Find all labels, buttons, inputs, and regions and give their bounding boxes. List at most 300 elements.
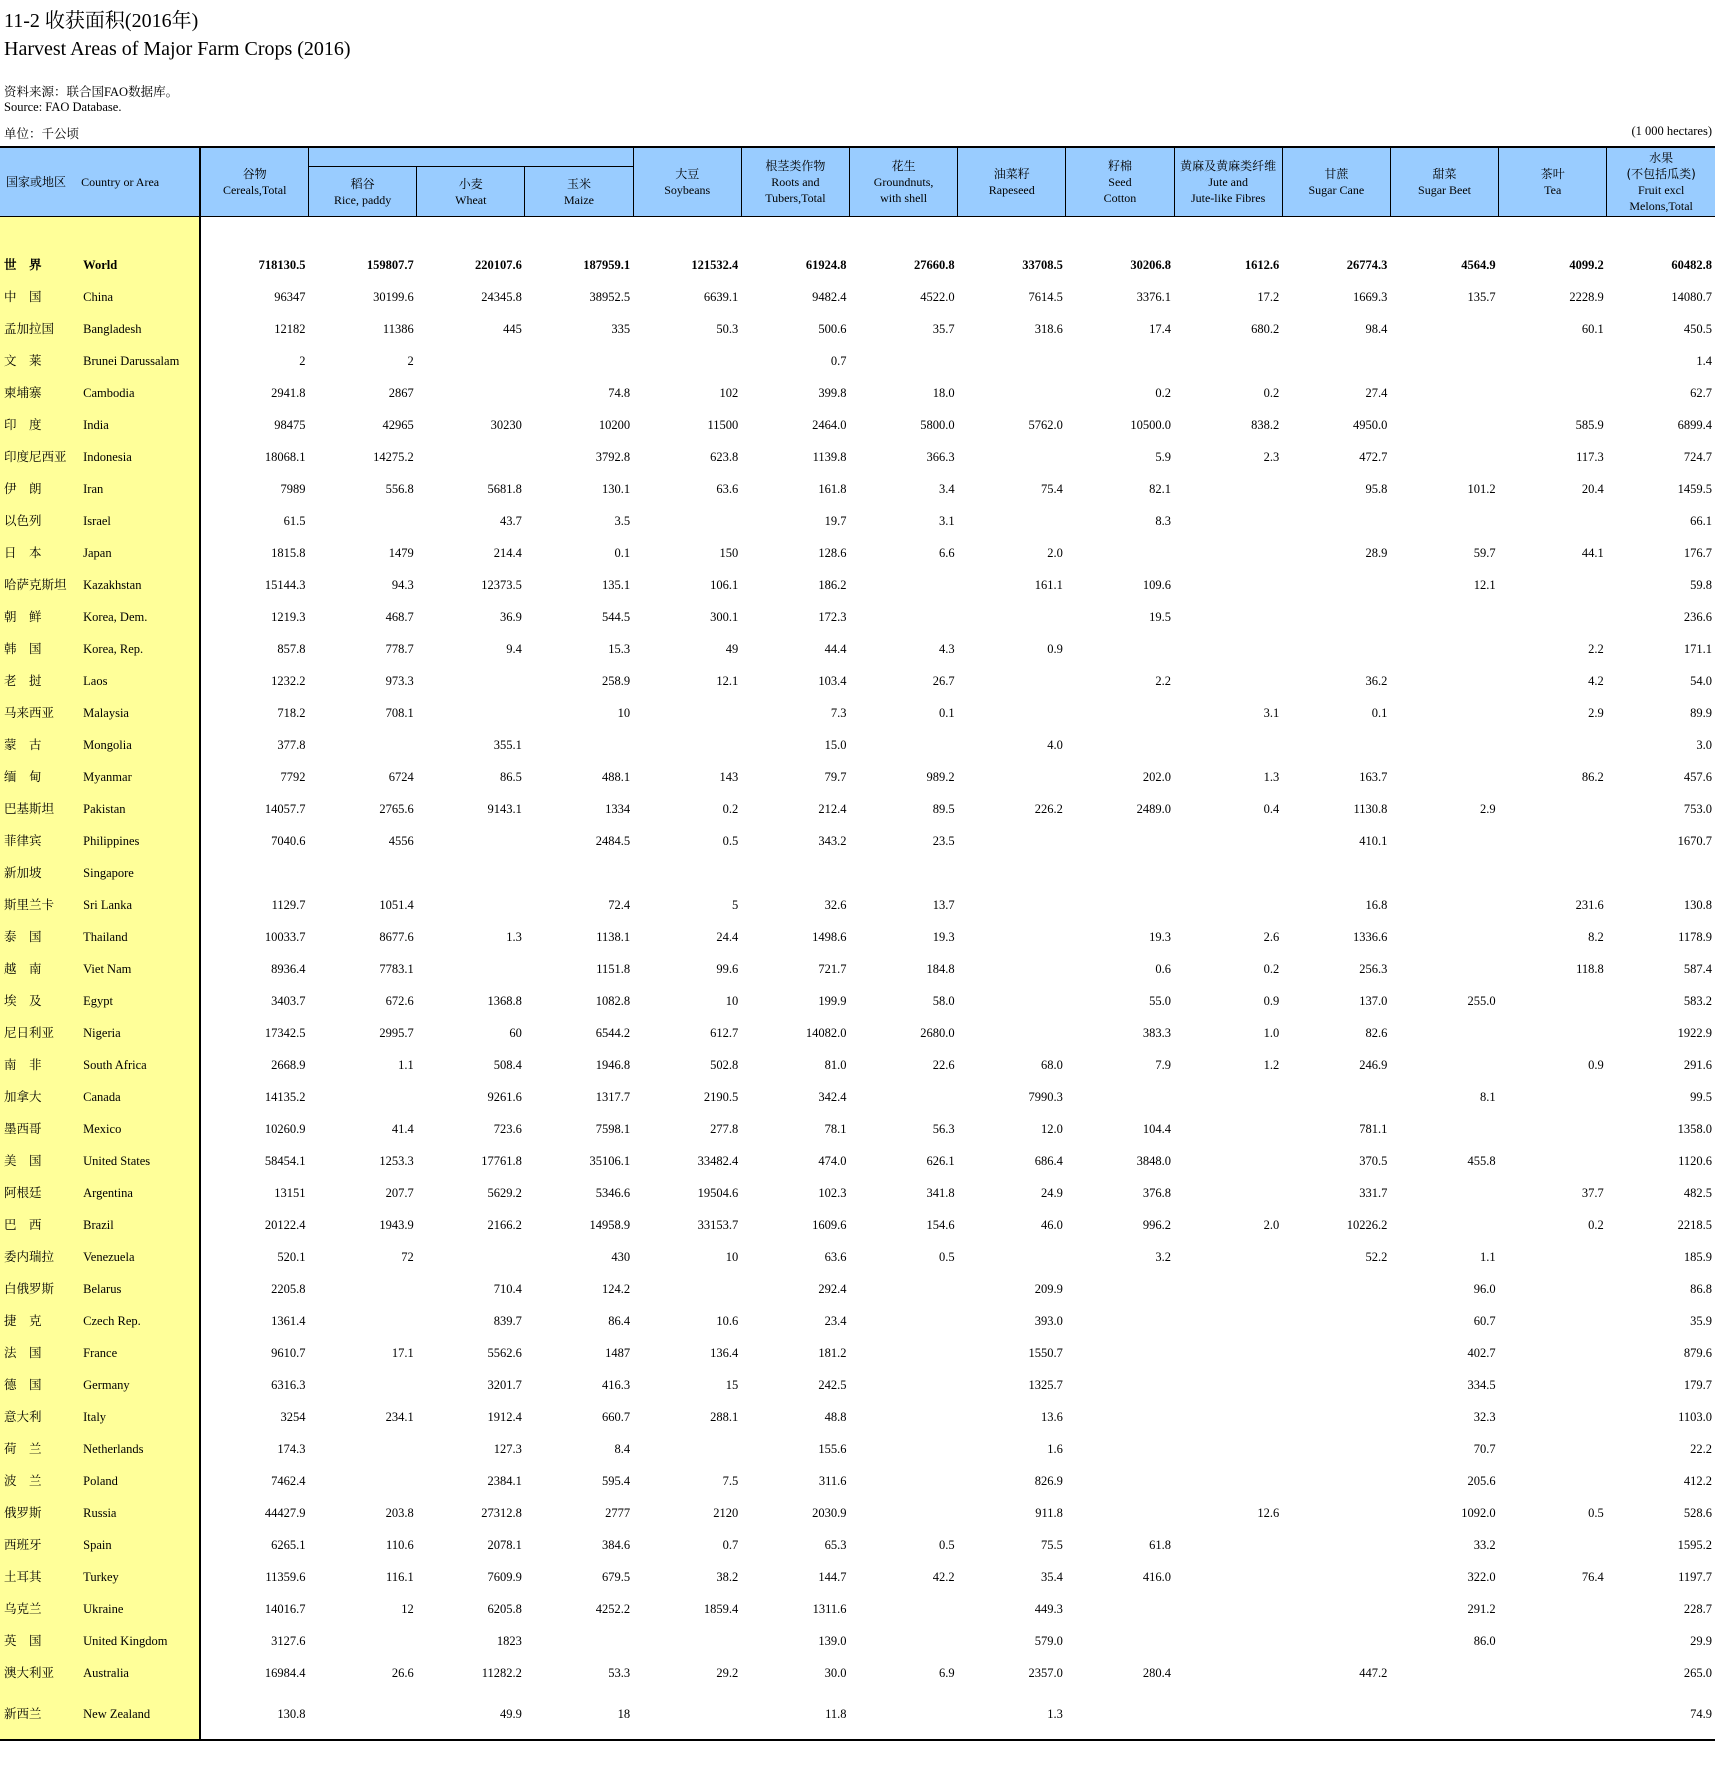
value-cell: 1138.1 bbox=[596, 930, 631, 944]
value-cell bbox=[1174, 1145, 1282, 1177]
table-row bbox=[0, 825, 1715, 857]
value-cell: 19.3 bbox=[1149, 930, 1172, 944]
value-cell bbox=[1174, 1561, 1282, 1593]
table-row bbox=[0, 921, 1715, 953]
value-cell bbox=[849, 857, 957, 889]
value-cell bbox=[1174, 1177, 1282, 1209]
value-cell: 61.8 bbox=[1149, 1538, 1172, 1552]
value-cell: 488.1 bbox=[601, 770, 631, 784]
table-row bbox=[0, 1625, 1715, 1657]
value-cell bbox=[1390, 1017, 1498, 1049]
value-cell bbox=[1499, 345, 1607, 377]
value-cell: 61924.8 bbox=[805, 258, 847, 272]
value-cell bbox=[1174, 857, 1282, 889]
value-cell: 104.4 bbox=[1142, 1122, 1172, 1136]
value-cell: 2218.5 bbox=[1677, 1218, 1712, 1232]
value-cell: 6.9 bbox=[939, 1666, 955, 1680]
value-cell: 472.7 bbox=[1359, 450, 1388, 464]
value-cell: 205.6 bbox=[1467, 1474, 1496, 1488]
value-cell: 44.4 bbox=[824, 642, 847, 656]
value-cell bbox=[1174, 825, 1282, 857]
value-cell bbox=[958, 825, 1066, 857]
value-cell: 2357.0 bbox=[1028, 1666, 1063, 1680]
value-cell bbox=[1066, 1401, 1174, 1433]
value-cell: 38952.5 bbox=[589, 290, 631, 304]
value-cell bbox=[1282, 601, 1390, 633]
value-cell: 288.1 bbox=[710, 1410, 739, 1424]
value-cell bbox=[1066, 857, 1174, 889]
table-row bbox=[0, 1657, 1715, 1689]
value-cell: 0.2 bbox=[1588, 1218, 1604, 1232]
value-cell: 96.0 bbox=[1473, 1282, 1496, 1296]
value-cell: 11.8 bbox=[741, 1689, 849, 1740]
table-row bbox=[0, 1369, 1715, 1401]
value-cell: 1487 bbox=[605, 1346, 631, 1360]
value-cell: 13151 bbox=[274, 1186, 306, 1200]
value-cell: 3403.7 bbox=[271, 994, 306, 1008]
value-cell: 30206.8 bbox=[1130, 258, 1172, 272]
value-cell bbox=[1174, 1113, 1282, 1145]
value-cell: 6316.3 bbox=[271, 1378, 306, 1392]
source-note-en: Source: FAO Database. bbox=[4, 100, 122, 114]
value-cell: 455.8 bbox=[1467, 1154, 1496, 1168]
value-cell bbox=[1499, 1017, 1607, 1049]
value-cell: 2464.0 bbox=[812, 418, 847, 432]
value-cell: 342.4 bbox=[818, 1090, 847, 1104]
value-cell: 1253.3 bbox=[379, 1154, 414, 1168]
value-cell: 0.9 bbox=[1263, 994, 1280, 1008]
value-cell bbox=[1390, 761, 1498, 793]
value-cell bbox=[1066, 1337, 1174, 1369]
value-cell bbox=[417, 345, 525, 377]
value-cell: 1129.7 bbox=[271, 898, 306, 912]
value-cell: 171.1 bbox=[1683, 642, 1712, 656]
value-cell bbox=[1174, 729, 1282, 761]
region-name-cn: 土耳其 bbox=[0, 1561, 81, 1593]
table-row bbox=[0, 1145, 1715, 1177]
value-cell: 116.1 bbox=[386, 1570, 414, 1584]
value-cell: 376.8 bbox=[1142, 1186, 1172, 1200]
value-cell bbox=[849, 729, 957, 761]
value-cell bbox=[1282, 1625, 1390, 1657]
value-cell: 457.6 bbox=[1683, 770, 1712, 784]
value-cell: 89.9 bbox=[1690, 706, 1712, 720]
region-name-en: Brazil bbox=[81, 1209, 200, 1241]
value-cell: 331.7 bbox=[1359, 1186, 1388, 1200]
value-cell: 220107.6 bbox=[475, 258, 522, 272]
value-cell: 19504.6 bbox=[697, 1186, 739, 1200]
value-cell: 1669.3 bbox=[1353, 290, 1388, 304]
value-cell: 32.3 bbox=[1473, 1410, 1496, 1424]
table-row bbox=[0, 1209, 1715, 1241]
value-cell: 4522.0 bbox=[920, 290, 955, 304]
value-cell: 450.5 bbox=[1683, 322, 1712, 336]
value-cell bbox=[417, 953, 525, 985]
value-cell: 4099.2 bbox=[1569, 258, 1604, 272]
region-name-en: Thailand bbox=[81, 921, 200, 953]
value-cell: 1.3 bbox=[958, 1689, 1066, 1740]
value-cell bbox=[200, 857, 308, 889]
value-cell bbox=[1390, 1049, 1498, 1081]
value-cell: 15.3 bbox=[608, 642, 631, 656]
value-cell: 17.4 bbox=[1149, 322, 1172, 336]
value-cell: 6639.1 bbox=[703, 290, 739, 304]
value-cell: 2228.9 bbox=[1569, 290, 1604, 304]
value-cell bbox=[417, 441, 525, 473]
value-cell: 38.2 bbox=[716, 1570, 739, 1584]
value-cell: 187959.1 bbox=[583, 258, 631, 272]
col-cereals: 谷物 Cereals,Total bbox=[200, 147, 308, 217]
value-cell: 60.7 bbox=[1473, 1314, 1496, 1328]
value-cell: 718.2 bbox=[277, 706, 306, 720]
value-cell: 12.1 bbox=[1473, 578, 1496, 592]
value-cell bbox=[1499, 1593, 1607, 1625]
value-cell bbox=[958, 377, 1066, 409]
value-cell: 44.1 bbox=[1581, 546, 1604, 560]
region-name-cn: 文 莱 bbox=[0, 345, 81, 377]
value-cell: 144.7 bbox=[818, 1570, 847, 1584]
value-cell: 118.8 bbox=[1576, 962, 1604, 976]
value-cell bbox=[1390, 601, 1498, 633]
value-cell: 528.6 bbox=[1683, 1506, 1712, 1520]
value-cell bbox=[1499, 1241, 1607, 1273]
value-cell: 32.6 bbox=[824, 898, 847, 912]
value-cell: 29.2 bbox=[716, 1666, 739, 1680]
value-cell bbox=[1499, 569, 1607, 601]
value-cell: 17.2 bbox=[1257, 290, 1280, 304]
value-cell: 1946.8 bbox=[595, 1058, 631, 1072]
value-cell: 19.3 bbox=[932, 930, 955, 944]
value-cell: 1550.7 bbox=[1028, 1346, 1063, 1360]
value-cell: 7989 bbox=[280, 482, 306, 496]
value-cell: 341.8 bbox=[926, 1186, 955, 1200]
value-cell: 587.4 bbox=[1683, 962, 1712, 976]
value-cell: 35.4 bbox=[1040, 1570, 1063, 1584]
value-cell: 256.3 bbox=[1359, 962, 1388, 976]
value-cell bbox=[958, 921, 1066, 953]
value-cell: 176.7 bbox=[1683, 546, 1712, 560]
value-cell bbox=[1390, 313, 1498, 345]
value-cell: 60 bbox=[509, 1026, 522, 1040]
region-name-en: South Africa bbox=[81, 1049, 200, 1081]
value-cell: 0.5 bbox=[1588, 1506, 1604, 1520]
value-cell: 14057.7 bbox=[264, 802, 306, 816]
value-cell bbox=[1174, 1529, 1282, 1561]
value-cell bbox=[849, 569, 957, 601]
value-cell bbox=[1174, 1273, 1282, 1305]
value-cell: 626.1 bbox=[926, 1154, 955, 1168]
value-cell: 78.1 bbox=[824, 1122, 847, 1136]
value-cell bbox=[1390, 665, 1498, 697]
value-cell bbox=[1390, 697, 1498, 729]
region-name-en: New Zealand bbox=[81, 1689, 200, 1740]
value-cell bbox=[1499, 1113, 1607, 1145]
value-cell bbox=[417, 857, 525, 889]
value-cell: 24.4 bbox=[716, 930, 739, 944]
value-cell: 23.5 bbox=[932, 834, 955, 848]
value-cell: 1361.4 bbox=[271, 1314, 306, 1328]
value-cell: 4.2 bbox=[1588, 674, 1604, 688]
value-cell: 4564.9 bbox=[1461, 258, 1496, 272]
value-cell bbox=[958, 505, 1066, 537]
value-cell: 1.3 bbox=[1263, 770, 1280, 784]
value-cell bbox=[1282, 1465, 1390, 1497]
value-cell bbox=[741, 857, 849, 889]
region-name-cn: 蒙 古 bbox=[0, 729, 81, 761]
region-name-en: World bbox=[81, 249, 200, 281]
value-cell: 82.1 bbox=[1149, 482, 1172, 496]
value-cell: 72.4 bbox=[608, 898, 631, 912]
region-name-en: Argentina bbox=[81, 1177, 200, 1209]
region-name-en: Indonesia bbox=[81, 441, 200, 473]
value-cell: 291.6 bbox=[1683, 1058, 1712, 1072]
value-cell: 2.0 bbox=[1263, 1218, 1280, 1232]
region-name-en: Korea, Dem. bbox=[81, 601, 200, 633]
value-cell bbox=[1390, 825, 1498, 857]
value-cell: 1823 bbox=[496, 1634, 522, 1648]
value-cell bbox=[849, 1465, 957, 1497]
region-name-cn: 柬埔寨 bbox=[0, 377, 81, 409]
value-cell: 9143.1 bbox=[487, 802, 522, 816]
value-cell: 17342.5 bbox=[264, 1026, 306, 1040]
value-cell: 4.3 bbox=[939, 642, 955, 656]
value-cell: 154.6 bbox=[926, 1218, 955, 1232]
value-cell: 839.7 bbox=[493, 1314, 522, 1328]
value-cell: 79.7 bbox=[824, 770, 847, 784]
value-cell: 7040.6 bbox=[271, 834, 306, 848]
value-cell: 14016.7 bbox=[264, 1602, 306, 1616]
table-row bbox=[0, 601, 1715, 633]
value-cell: 37.7 bbox=[1581, 1186, 1604, 1200]
value-cell: 236.6 bbox=[1683, 610, 1712, 624]
value-cell: 127.3 bbox=[493, 1442, 522, 1456]
table-row bbox=[0, 1081, 1715, 1113]
value-cell: 1358.0 bbox=[1677, 1122, 1712, 1136]
value-cell: 1130.8 bbox=[1353, 802, 1388, 816]
region-name-en: Iran bbox=[81, 473, 200, 505]
table-row bbox=[0, 1113, 1715, 1145]
value-cell bbox=[1390, 409, 1498, 441]
value-cell: 0.2 bbox=[722, 802, 739, 816]
value-cell: 10260.9 bbox=[264, 1122, 306, 1136]
value-cell bbox=[1390, 1689, 1498, 1740]
value-cell: 1139.8 bbox=[812, 450, 847, 464]
value-cell: 5.9 bbox=[1155, 450, 1172, 464]
region-name-en: Mongolia bbox=[81, 729, 200, 761]
value-cell: 54.0 bbox=[1690, 674, 1712, 688]
value-cell: 355.1 bbox=[493, 738, 522, 752]
value-cell: 449.3 bbox=[1034, 1602, 1063, 1616]
value-cell bbox=[1282, 1561, 1390, 1593]
value-cell bbox=[849, 1689, 957, 1740]
value-cell: 13.6 bbox=[1040, 1410, 1063, 1424]
value-cell: 18.0 bbox=[932, 386, 955, 400]
value-cell: 0.2 bbox=[1263, 962, 1280, 976]
value-cell: 53.3 bbox=[608, 1666, 631, 1680]
value-cell: 1.1 bbox=[398, 1058, 414, 1072]
value-cell: 2190.5 bbox=[703, 1090, 739, 1104]
value-cell: 30230 bbox=[490, 418, 522, 432]
value-cell: 12373.5 bbox=[481, 578, 522, 592]
value-cell bbox=[1174, 1657, 1282, 1689]
value-cell: 86.0 bbox=[1473, 1634, 1496, 1648]
value-cell: 7783.1 bbox=[379, 962, 414, 976]
region-name-en: Egypt bbox=[81, 985, 200, 1017]
value-cell bbox=[633, 345, 741, 377]
value-cell: 66.1 bbox=[1690, 514, 1712, 528]
value-cell bbox=[1390, 377, 1498, 409]
region-name-cn: 澳大利亚 bbox=[0, 1657, 81, 1689]
value-cell: 2 bbox=[299, 354, 306, 368]
value-cell: 130.8 bbox=[1683, 898, 1712, 912]
value-cell: 207.7 bbox=[385, 1186, 414, 1200]
table-row bbox=[0, 985, 1715, 1017]
col-fruit: 水果 (不包括瓜类) Fruit excl Melons,Total bbox=[1607, 147, 1715, 217]
value-cell: 879.6 bbox=[1683, 1346, 1712, 1360]
value-cell: 2941.8 bbox=[271, 386, 306, 400]
value-cell bbox=[1066, 1689, 1174, 1740]
value-cell: 26.7 bbox=[932, 674, 955, 688]
value-cell: 292.4 bbox=[818, 1282, 847, 1296]
value-cell: 117.3 bbox=[1576, 450, 1604, 464]
value-cell: 280.4 bbox=[1142, 1666, 1172, 1680]
value-cell: 6724 bbox=[388, 770, 414, 784]
value-cell bbox=[309, 1305, 417, 1337]
value-cell: 5562.6 bbox=[487, 1346, 522, 1360]
value-cell: 718130.5 bbox=[258, 258, 306, 272]
value-cell: 334.5 bbox=[1467, 1378, 1496, 1392]
table-row bbox=[0, 1465, 1715, 1497]
value-cell: 86.8 bbox=[1690, 1282, 1712, 1296]
region-name-en: Germany bbox=[81, 1369, 200, 1401]
value-cell bbox=[1499, 1465, 1607, 1497]
value-cell: 1922.9 bbox=[1677, 1026, 1712, 1040]
value-cell: 3792.8 bbox=[595, 450, 631, 464]
value-cell: 110.6 bbox=[386, 1538, 414, 1552]
value-cell: 135.7 bbox=[1467, 290, 1496, 304]
region-name-en: Czech Rep. bbox=[81, 1305, 200, 1337]
value-cell bbox=[1282, 1081, 1390, 1113]
value-cell bbox=[525, 857, 633, 889]
value-cell: 8677.6 bbox=[379, 930, 414, 944]
value-cell: 36.2 bbox=[1365, 674, 1388, 688]
value-cell: 723.6 bbox=[493, 1122, 522, 1136]
value-cell bbox=[1282, 633, 1390, 665]
region-name-cn: 印度尼西亚 bbox=[0, 441, 81, 473]
value-cell bbox=[417, 377, 525, 409]
table-row bbox=[0, 857, 1715, 889]
value-cell: 35.9 bbox=[1690, 1314, 1712, 1328]
value-cell: 246.9 bbox=[1359, 1058, 1388, 1072]
value-cell: 265.0 bbox=[1683, 1666, 1712, 1680]
region-name-cn: 巴 西 bbox=[0, 1209, 81, 1241]
table-row bbox=[0, 1689, 1715, 1740]
value-cell bbox=[1499, 1081, 1607, 1113]
value-cell: 212.4 bbox=[818, 802, 847, 816]
region-name-cn: 德 国 bbox=[0, 1369, 81, 1401]
region-name-en: Korea, Rep. bbox=[81, 633, 200, 665]
table-row bbox=[0, 345, 1715, 377]
value-cell: 56.3 bbox=[932, 1122, 955, 1136]
value-cell: 209.9 bbox=[1034, 1282, 1063, 1296]
value-cell: 143 bbox=[719, 770, 739, 784]
region-name-cn: 缅 甸 bbox=[0, 761, 81, 793]
value-cell: 20122.4 bbox=[264, 1218, 306, 1232]
value-cell bbox=[1282, 1433, 1390, 1465]
value-cell: 30.0 bbox=[824, 1666, 847, 1680]
value-cell: 28.9 bbox=[1365, 546, 1388, 560]
harvest-table bbox=[0, 146, 1715, 1741]
value-cell bbox=[1390, 1113, 1498, 1145]
region-name-cn: 以色列 bbox=[0, 505, 81, 537]
value-cell bbox=[1174, 1689, 1282, 1740]
region-name-en: Brunei Darussalam bbox=[81, 345, 200, 377]
value-cell bbox=[1499, 1145, 1607, 1177]
value-cell: 99.5 bbox=[1690, 1090, 1712, 1104]
value-cell bbox=[1499, 1401, 1607, 1433]
value-cell bbox=[1282, 1497, 1390, 1529]
col-groundnuts: 花生 Groundnuts, with shell bbox=[849, 147, 957, 217]
value-cell: 150 bbox=[719, 546, 739, 560]
col-maize: 玉米 Maize bbox=[525, 167, 633, 217]
region-name-cn: 孟加拉国 bbox=[0, 313, 81, 345]
region-name-cn: 英 国 bbox=[0, 1625, 81, 1657]
table-row bbox=[0, 1561, 1715, 1593]
region-name-cn: 捷 克 bbox=[0, 1305, 81, 1337]
value-cell: 544.5 bbox=[601, 610, 631, 624]
value-cell: 128.6 bbox=[818, 546, 847, 560]
value-cell: 42.2 bbox=[932, 1570, 955, 1584]
value-cell bbox=[1499, 793, 1607, 825]
value-cell: 48.8 bbox=[824, 1410, 847, 1424]
value-cell: 63.6 bbox=[716, 482, 739, 496]
value-cell bbox=[1390, 857, 1498, 889]
value-cell bbox=[1282, 1369, 1390, 1401]
value-cell bbox=[1390, 505, 1498, 537]
value-cell bbox=[1499, 1337, 1607, 1369]
value-cell bbox=[1174, 537, 1282, 569]
value-cell: 2120 bbox=[713, 1506, 739, 1520]
unit-label-en: (1 000 hectares) bbox=[1631, 124, 1712, 138]
table-row bbox=[0, 441, 1715, 473]
value-cell bbox=[1499, 1433, 1607, 1465]
value-cell: 27312.8 bbox=[481, 1506, 522, 1520]
value-cell: 7.3 bbox=[830, 706, 847, 720]
table-row bbox=[0, 377, 1715, 409]
value-cell bbox=[1390, 1657, 1498, 1689]
value-cell bbox=[849, 1305, 957, 1337]
value-cell: 1609.6 bbox=[812, 1218, 847, 1232]
value-cell: 826.9 bbox=[1034, 1474, 1063, 1488]
value-cell: 172.3 bbox=[818, 610, 847, 624]
region-name-cn: 巴基斯坦 bbox=[0, 793, 81, 825]
value-cell: 0.7 bbox=[722, 1538, 739, 1552]
value-cell: 311.6 bbox=[818, 1474, 847, 1488]
value-cell: 3.1 bbox=[1263, 706, 1280, 720]
table-row bbox=[0, 1177, 1715, 1209]
value-cell bbox=[958, 985, 1066, 1017]
region-name-en: Israel bbox=[81, 505, 200, 537]
value-cell: 416.3 bbox=[601, 1378, 631, 1392]
spacer-row bbox=[0, 217, 1715, 250]
value-cell bbox=[1174, 1465, 1282, 1497]
value-cell bbox=[1174, 345, 1282, 377]
value-cell bbox=[1390, 345, 1498, 377]
value-cell: 0.4 bbox=[1263, 802, 1280, 816]
value-cell bbox=[958, 1017, 1066, 1049]
value-cell: 74.8 bbox=[608, 386, 631, 400]
value-cell bbox=[1390, 889, 1498, 921]
